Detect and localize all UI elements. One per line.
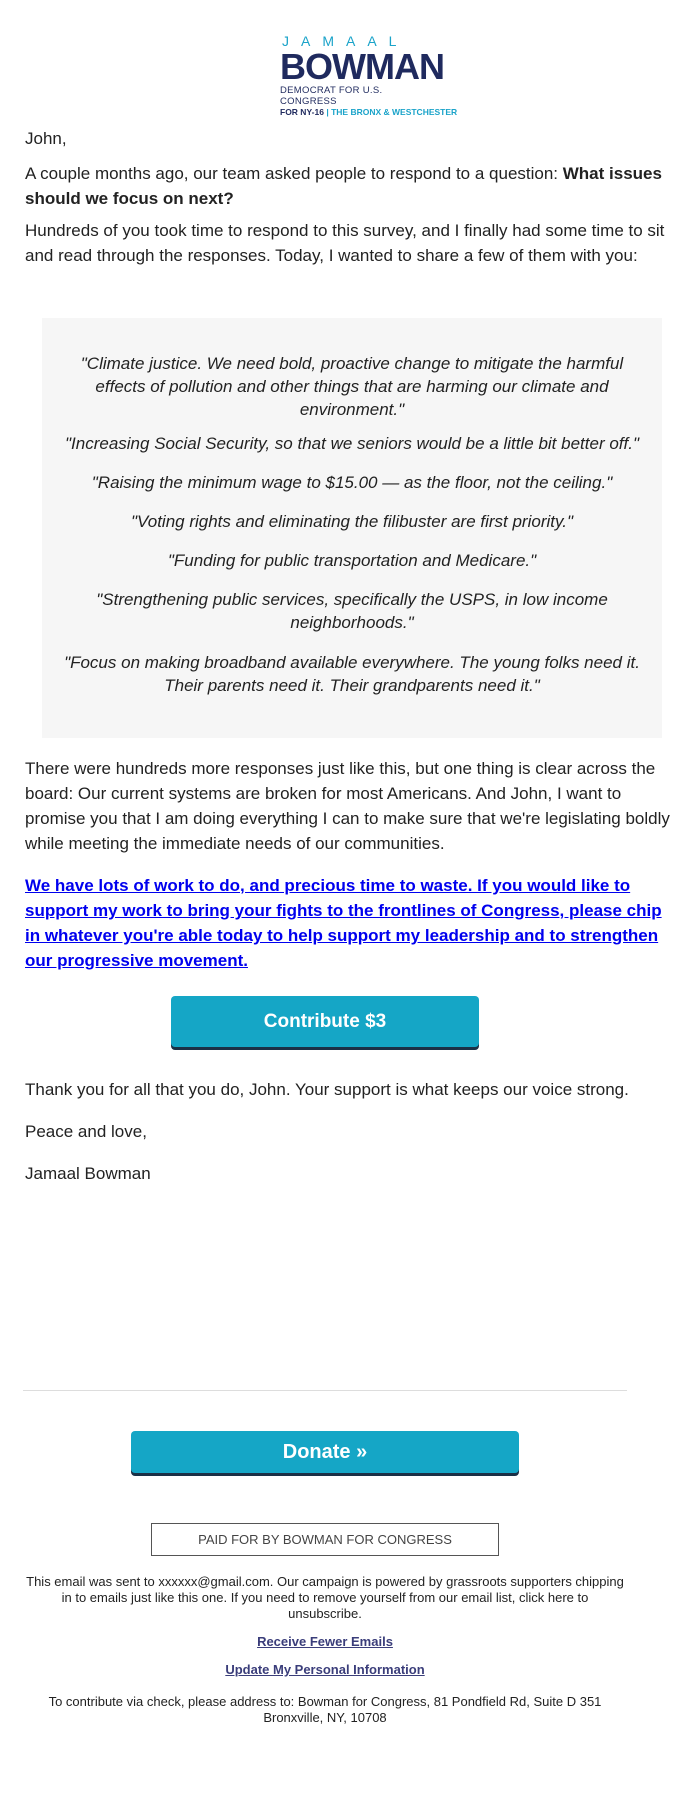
quote-social-security: "Increasing Social Security, so that we seniors would be a little bit better off." [65,434,639,453]
contribute-button[interactable]: Contribute $3 [171,996,479,1047]
donation-appeal-link[interactable]: We have lots of work to do, and precious time to waste. If you would like to support my work to bring your fights to the frontlines of Congress, please chip in whatever you're able today to help support my leadership and to strengthen our progressive movement. [25,876,662,970]
footer-divider [23,1390,627,1391]
quotes-box [42,318,662,738]
logo-separator: | [326,107,329,117]
email-disclaimer: This email was sent to xxxxxx@gmail.com. Our campaign is powered by grassroots supporters chipping in to emails just like this one. If you need to remove yourself from our email list, click here to unsubscribe. [26,1574,624,1621]
logo-district: FOR NY-16 [280,107,324,117]
logo-last-name: BOWMAN [280,46,444,87]
paid-for-disclaimer: PAID FOR BY BOWMAN FOR CONGRESS [151,1523,499,1556]
logo-region: THE BRONX & WESTCHESTER [331,107,458,117]
thanks-paragraph: Thank you for all that you do, John. Your support is what keeps our voice strong. [25,1080,629,1099]
quote-voting-rights: "Voting rights and eliminating the filibuster are first priority." [131,512,573,531]
check-address: To contribute via check, please address to: Bowman for Congress, 81 Pondfield Rd, Suite D 351 Bronxville, NY, 10708 [48,1694,602,1725]
quote-public-services: "Strengthening public services, specifically the USPS, in low income neighborhoods." [96,590,608,632]
signature: Jamaal Bowman [25,1164,151,1183]
greeting: John, [25,129,67,148]
logo-district-line [280,107,458,118]
campaign-logo [280,33,458,117]
update-info-link[interactable]: Update My Personal Information [225,1662,425,1677]
logo-first-name: JAMAAL [282,33,409,49]
signoff: Peace and love, [25,1122,147,1141]
receive-fewer-emails-link[interactable]: Receive Fewer Emails [257,1634,393,1649]
logo-subtitle: DEMOCRAT FOR U.S. CONGRESS [280,85,383,107]
intro-question: What issues should we focus on next? [25,164,662,208]
survey-paragraph: Hundreds of you took time to respond to this survey, and I finally had some time to sit and read through the responses. Today, I wanted to share a few of them with you: [25,221,665,265]
donate-button[interactable]: Donate » [131,1431,519,1473]
quote-minimum-wage: "Raising the minimum wage to $15.00 — as the floor, not the ceiling." [91,473,613,492]
quote-climate: "Climate justice. We need bold, proactive change to mitigate the harmful effects of pollution and other things that are harming our climate and environment." [80,354,624,419]
intro-paragraph [25,161,675,211]
quote-transportation: "Funding for public transportation and Medicare." [167,551,537,570]
intro-text: A couple months ago, our team asked people to respond to a question: [25,164,563,183]
quote-broadband: "Focus on making broadband available everywhere. The young folks need it. Their parents need it. Their grandparents need it." [64,653,640,695]
responses-paragraph: There were hundreds more responses just like this, but one thing is clear across the board: Our current systems are broken for most Americans. And John, I want to promise you that I am doing everything I can to make sure that we're legislating boldly while meeting the immediate needs of our communities. [25,759,670,853]
